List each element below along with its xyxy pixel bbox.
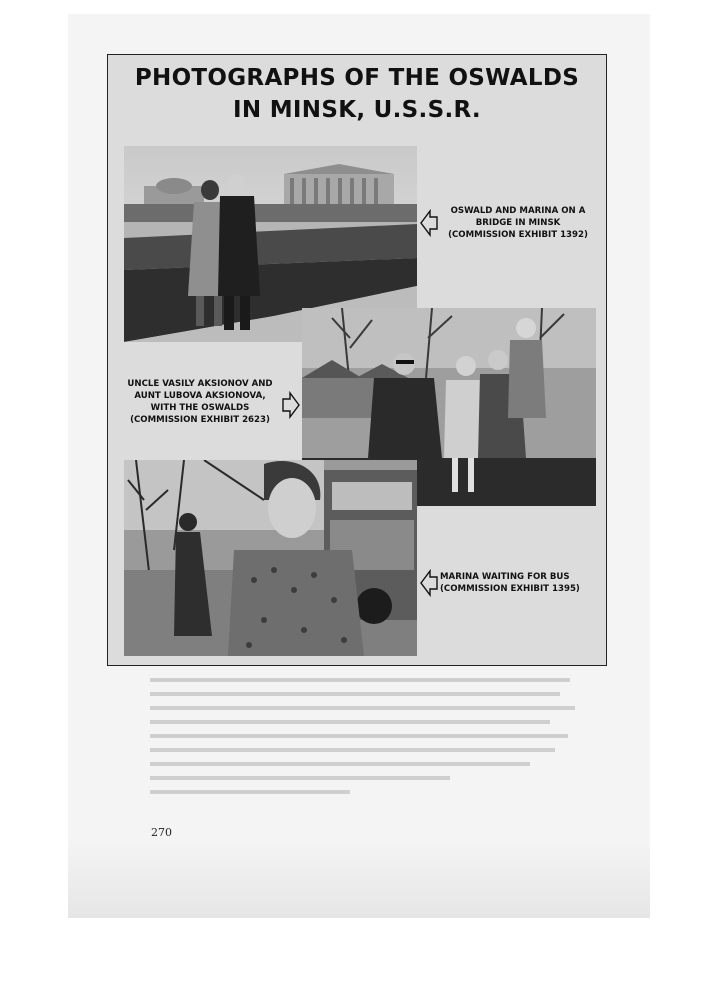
caption-photo-2 xyxy=(116,378,284,426)
caption-line: (COMMISSION EXHIBIT 1395) xyxy=(440,584,580,594)
caption-photo-3 xyxy=(440,571,590,595)
caption-line: (COMMISSION EXHIBIT 1392) xyxy=(448,230,588,240)
arrow-right-icon xyxy=(282,390,300,420)
page-shadow xyxy=(68,840,650,918)
caption-line: (COMMISSION EXHIBIT 2623) xyxy=(130,415,270,425)
show-through-text xyxy=(150,676,580,806)
arrow-left-icon xyxy=(420,568,438,598)
caption-line: BRIDGE IN MINSK xyxy=(475,218,561,228)
caption-line: UNCLE VASILY AKSIONOV AND xyxy=(127,379,273,389)
plate-title xyxy=(107,62,607,126)
photo-waiting-for-bus xyxy=(124,460,417,656)
caption-photo-1 xyxy=(438,205,598,241)
caption-line: OSWALD AND MARINA ON A xyxy=(450,206,586,216)
page-number: 270 xyxy=(151,826,172,839)
plate-title-line-1: PHOTOGRAPHS OF THE OSWALDS xyxy=(134,65,580,91)
caption-line: AUNT LUBOVA AKSIONOVA, xyxy=(134,391,266,401)
plate-title-line-2: IN MINSK, U.S.S.R. xyxy=(233,97,481,123)
caption-line: MARINA WAITING FOR BUS xyxy=(440,572,570,582)
arrow-left-icon xyxy=(420,208,438,238)
caption-line: WITH THE OSWALDS xyxy=(150,403,250,413)
